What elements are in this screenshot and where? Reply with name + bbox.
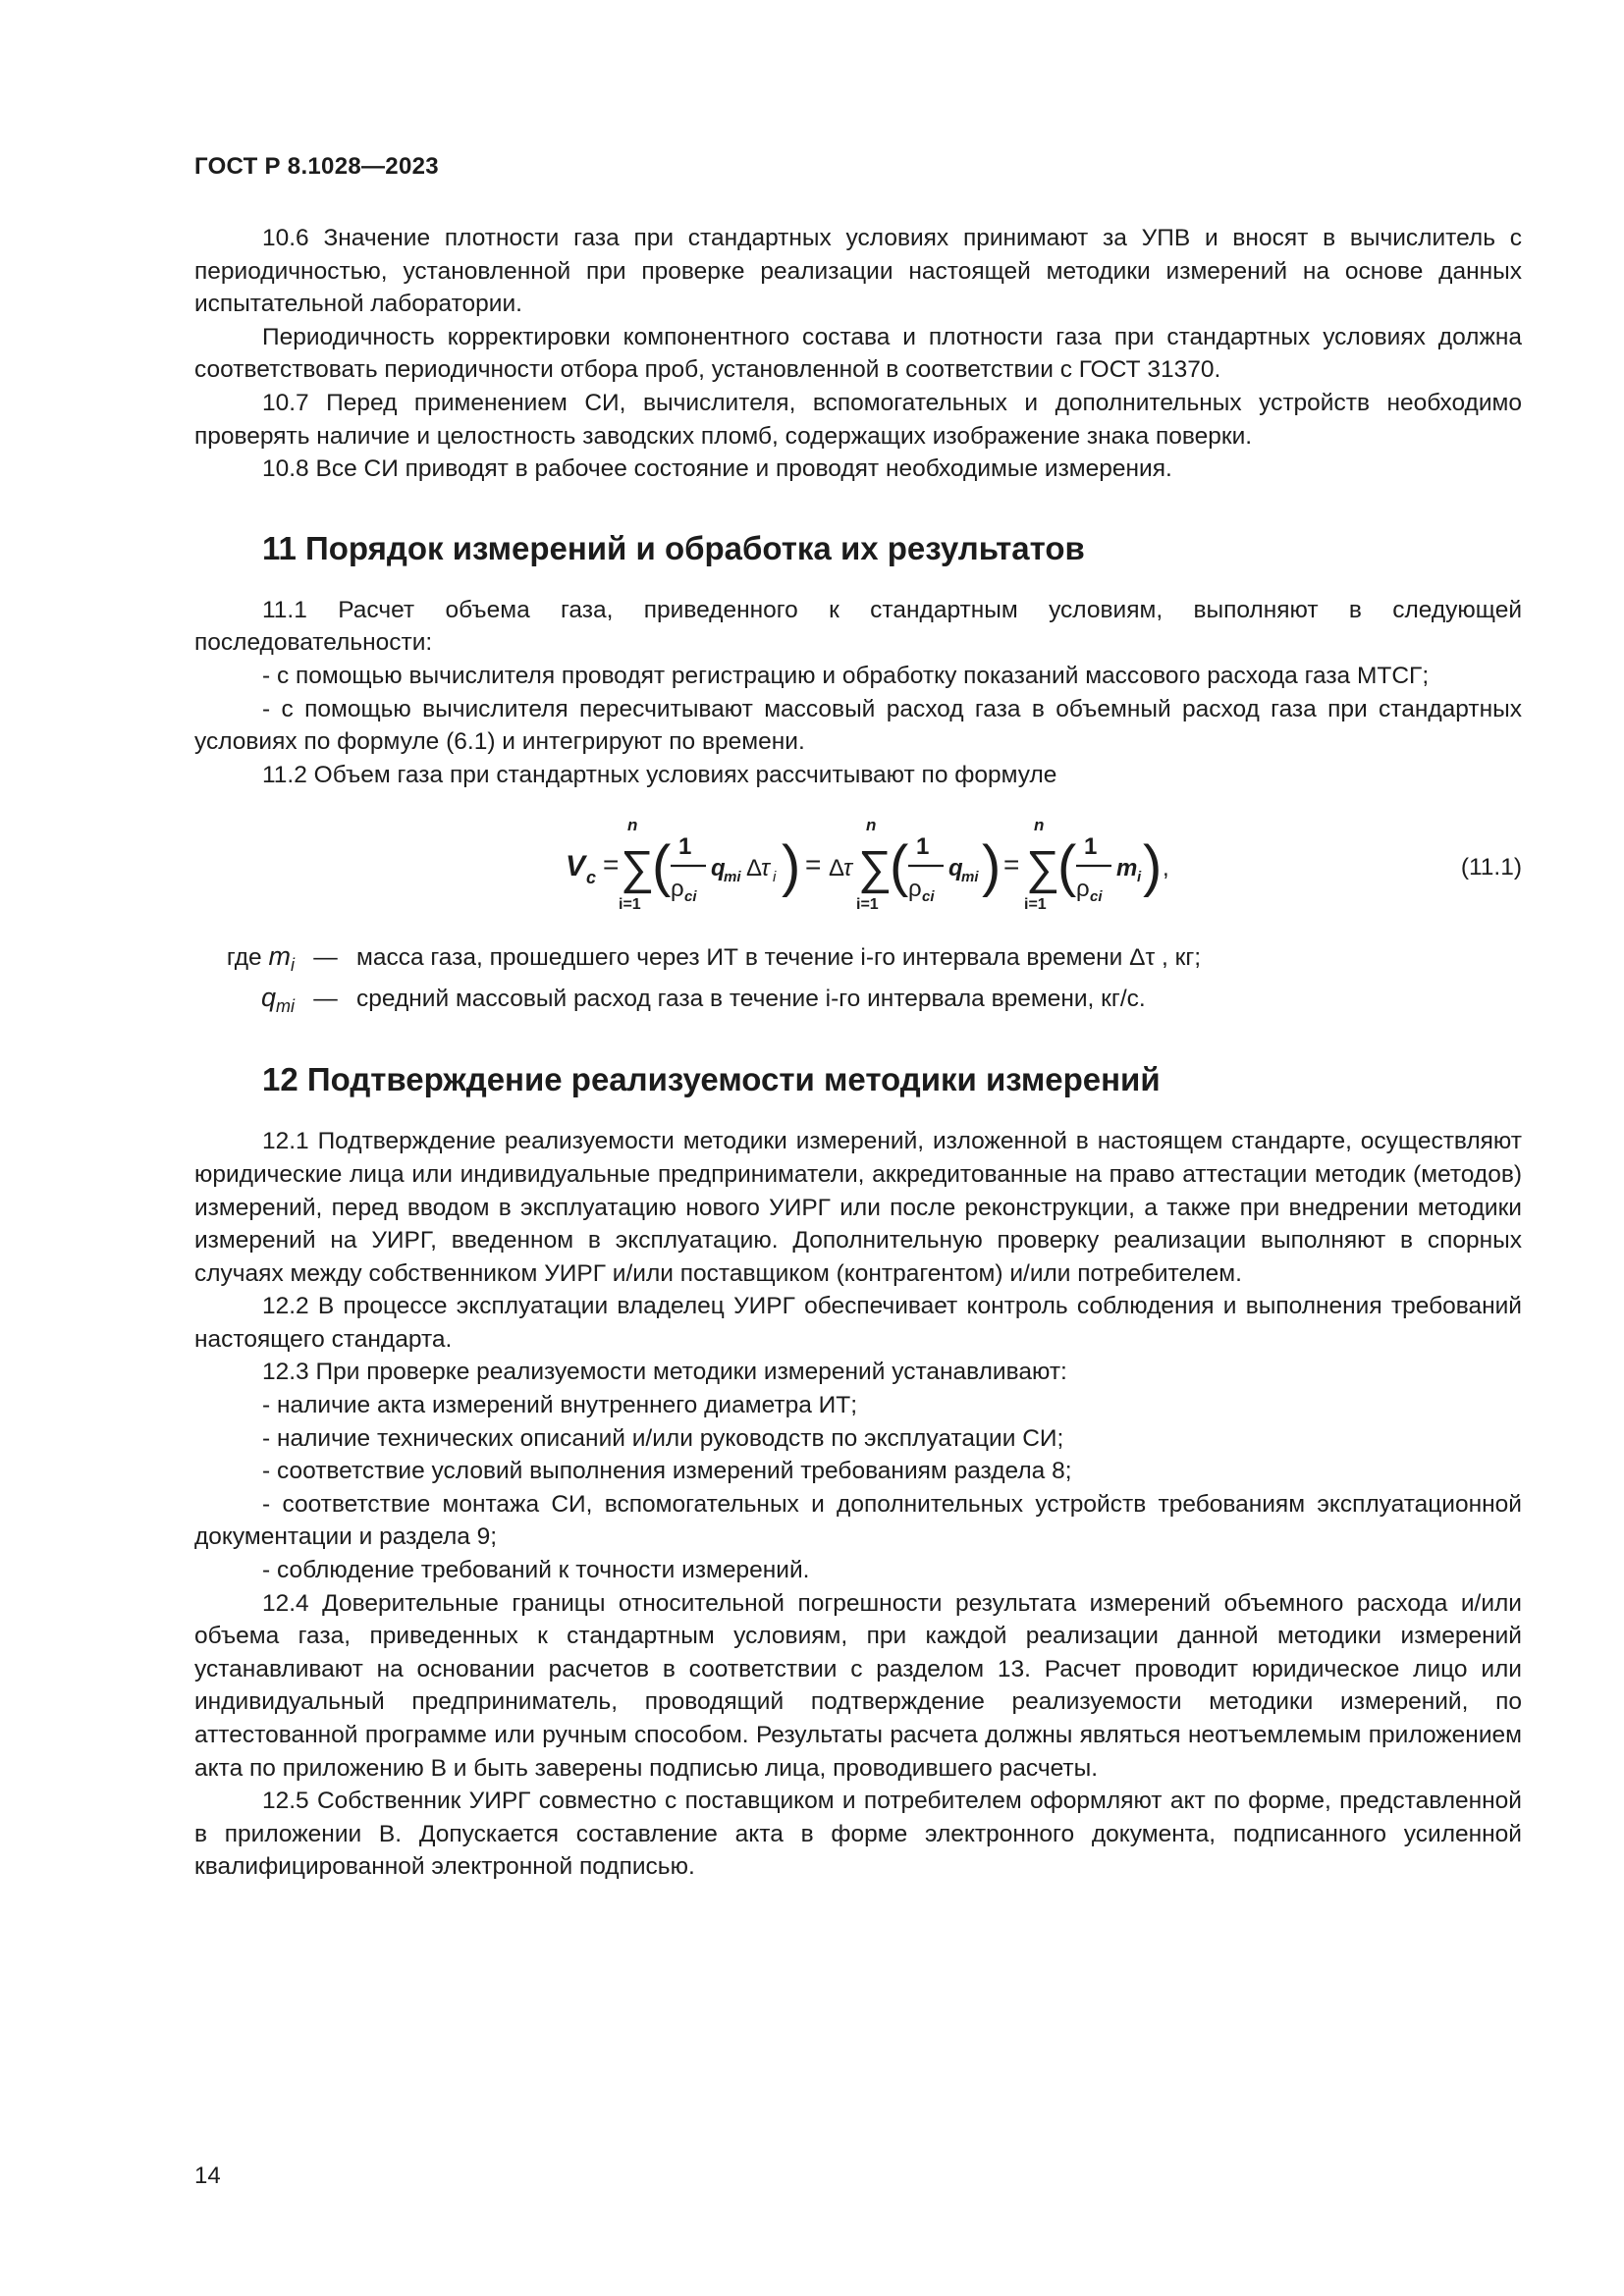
section-12-heading: 12 Подтверждение реализуемости методики измерений	[262, 1061, 1161, 1098]
sum3-sigma-icon: ∑	[1026, 842, 1060, 895]
legend-symbol-q: $q_{mi}$	[260, 983, 295, 1017]
term1-q: q	[711, 855, 726, 882]
document-code: ГОСТ Р 8.1028—2023	[194, 153, 439, 180]
frac3-rho: ρ	[1076, 876, 1090, 903]
paragraph-10-7: 10.7 Перед применением СИ, вычислителя, вспомогательных и дополнительных устройств необходимо проверять наличие и целостность заводских пломб, содержащих изображение знака поверки.	[194, 389, 1522, 450]
formula-lhs: V	[566, 850, 586, 883]
frac1-rho-sub: ci	[684, 888, 697, 906]
formula-eq-3: =	[1003, 849, 1020, 881]
paragraph-12-2: 12.2 В процессе эксплуатации владелец УИРГ обеспечивает контроль соблюдения и выполнения требований настоящего стандарта.	[194, 1293, 1522, 1353]
sum1-lower: i=1	[619, 896, 641, 914]
formula-graphic	[566, 811, 1174, 927]
sum1-upper: n	[627, 816, 638, 835]
paragraph-12-4: 12.4 Доверительные границы относительной погрешности результата измерений объемного расхода и/или объема газа, приведенных к стандартным условиям, при каждой реализации данной методики измерений устанавливают на основании расчетов в соответствии с разделом 13. Расчет проводит юридическое лицо или индивидуальный предприниматель, проводящий подтверждение реализуемости методики измерений, по аттестованной программе или ручным способом. Результаты расчета должны являться неотъемлемым приложением акта по приложению В и быть заверены подписью лица, проводившего расчеты.	[194, 1589, 1522, 1782]
list-item-accuracy: - соблюдение требований к точности измерений.	[262, 1557, 810, 1584]
paragraph-11-1: 11.1 Расчет объема газа, приведенного к стандартным условиям, выполняют в следующей последовательности:	[194, 596, 1522, 657]
list-item-act: - наличие акта измерений внутреннего диаметра ИТ;	[262, 1392, 858, 1419]
formula-lhs-sub: c	[586, 868, 597, 888]
sum3-lower: i=1	[1024, 896, 1047, 914]
page-number: 14	[194, 2163, 221, 2189]
paren3-close-icon: )	[1143, 834, 1163, 899]
legend-symbol-m: где $m_i$	[226, 941, 295, 976]
frac1-rho: ρ	[671, 876, 684, 903]
legend-dash: —	[313, 986, 338, 1013]
term2-q: q	[948, 855, 963, 882]
sum2-upper: n	[866, 816, 877, 835]
paragraph-11-2: 11.2 Объем газа при стандартных условиях рассчитывают по формуле	[262, 761, 1057, 788]
term1-delta: Δ	[746, 855, 763, 882]
term1-tau: τ	[761, 855, 770, 882]
paragraph-12-3: 12.3 При проверке реализуемости методики измерений устанавливают:	[262, 1359, 1067, 1386]
frac2-rho: ρ	[908, 876, 922, 903]
paragraph-12-5: 12.5 Собственник УИРГ совместно с поставщиком и потребителем оформляют акт по форме, представленной в приложении В. Допускается составление акта в форме электронного документа, подписанного усиленной квалифицированной электронной подписью.	[194, 1788, 1522, 1881]
paragraph-10-8: 10.8 Все СИ приводят в рабочее состояние и проводят необходимые измерения.	[262, 455, 1172, 483]
sum1-sigma-icon: ∑	[621, 842, 655, 895]
list-item-installation: - соответствие монтажа СИ, вспомогательных и дополнительных устройств требованиям эксплуатационной документации и раздела 9;	[194, 1490, 1522, 1551]
paren3-open-icon: (	[1057, 834, 1077, 899]
paren1-close-icon: )	[782, 834, 801, 899]
sum2-sigma-icon: ∑	[858, 842, 893, 895]
document-body	[194, 222, 1522, 1884]
frac2-numerator: 1	[916, 833, 930, 861]
frac1-numerator: 1	[678, 833, 692, 861]
term3-m: m	[1116, 855, 1138, 882]
paren2-close-icon: )	[982, 834, 1001, 899]
sum3-upper: n	[1034, 816, 1045, 835]
formula-eq-1: =	[603, 849, 620, 881]
term2-tau: τ	[843, 855, 852, 882]
legend-row-m	[194, 940, 1522, 982]
paragraph-12-1: 12.1 Подтверждение реализуемости методики измерений, изложенной в настоящем стандарте, осуществляют юридические лица или индивидуальные предприниматели, аккредитованные на право аттестации методик (методов) измерений, перед вводом в эксплуатацию нового УИРГ или после реконструкции, а также при внедрении методики измерений на УИРГ, введенном в эксплуатацию. Дополнительную проверку реализации выполняют в спорных случаях между собственником УИРГ и/или поставщиком (контрагентом) и/или потребителем.	[194, 1128, 1522, 1287]
legend-row-q	[194, 982, 1522, 1023]
frac3-rho-sub: ci	[1090, 888, 1103, 906]
formula-11-1	[194, 811, 1522, 927]
formula-comma: ,	[1163, 855, 1169, 882]
list-item-conditions: - соответствие условий выполнения измерений требованиям раздела 8;	[262, 1458, 1072, 1485]
legend-desc-m: масса газа, прошедшего через ИТ в течение i-го интервала времени Δτ , кг;	[356, 944, 1202, 972]
frac3-numerator: 1	[1084, 833, 1098, 861]
sum2-lower: i=1	[856, 896, 879, 914]
paragraph-periodicity: Периодичность корректировки компонентного состава и плотности газа при стандартных условиях должна соответствовать периодичности отбора проб, установленной в соответствии с ГОСТ 31370.	[194, 323, 1522, 384]
formula-number: (11.1)	[1460, 854, 1522, 881]
term1-tau-sub: i	[773, 869, 777, 886]
paren1-open-icon: (	[652, 834, 672, 899]
list-item-recalculation: - с помощью вычислителя пересчитывают массовый расход газа в объемный расход газа при стандартных условиях по формуле (6.1) и интегрируют по времени.	[194, 695, 1522, 756]
formula-eq-2: =	[805, 849, 822, 881]
term3-m-sub: i	[1137, 869, 1142, 886]
term2-delta: Δ	[829, 855, 845, 882]
list-item-registration: - с помощью вычислителя проводят регистрацию и обработку показаний массового расхода газа МТСГ;	[262, 662, 1430, 689]
frac2-rho-sub: ci	[922, 888, 935, 906]
paren2-open-icon: (	[890, 834, 909, 899]
list-item-manuals: - наличие технических описаний и/или руководств по эксплуатации СИ;	[262, 1424, 1064, 1452]
term1-q-sub: mi	[724, 869, 741, 886]
symbol-legend	[194, 940, 1522, 1023]
paragraph-10-6: 10.6 Значение плотности газа при стандартных условиях принимают за УПВ и вносят в вычислитель с периодичностью, установленной при проверке реализации настоящей методики измерений на основе данных испытательной лаборатории.	[194, 225, 1522, 318]
term2-q-sub: mi	[961, 869, 979, 886]
section-11-heading: 11 Порядок измерений и обработка их результатов	[262, 529, 1085, 566]
legend-dash: —	[313, 944, 338, 972]
legend-desc-q: средний массовый расход газа в течение i-го интервала времени, кг/с.	[356, 986, 1146, 1013]
